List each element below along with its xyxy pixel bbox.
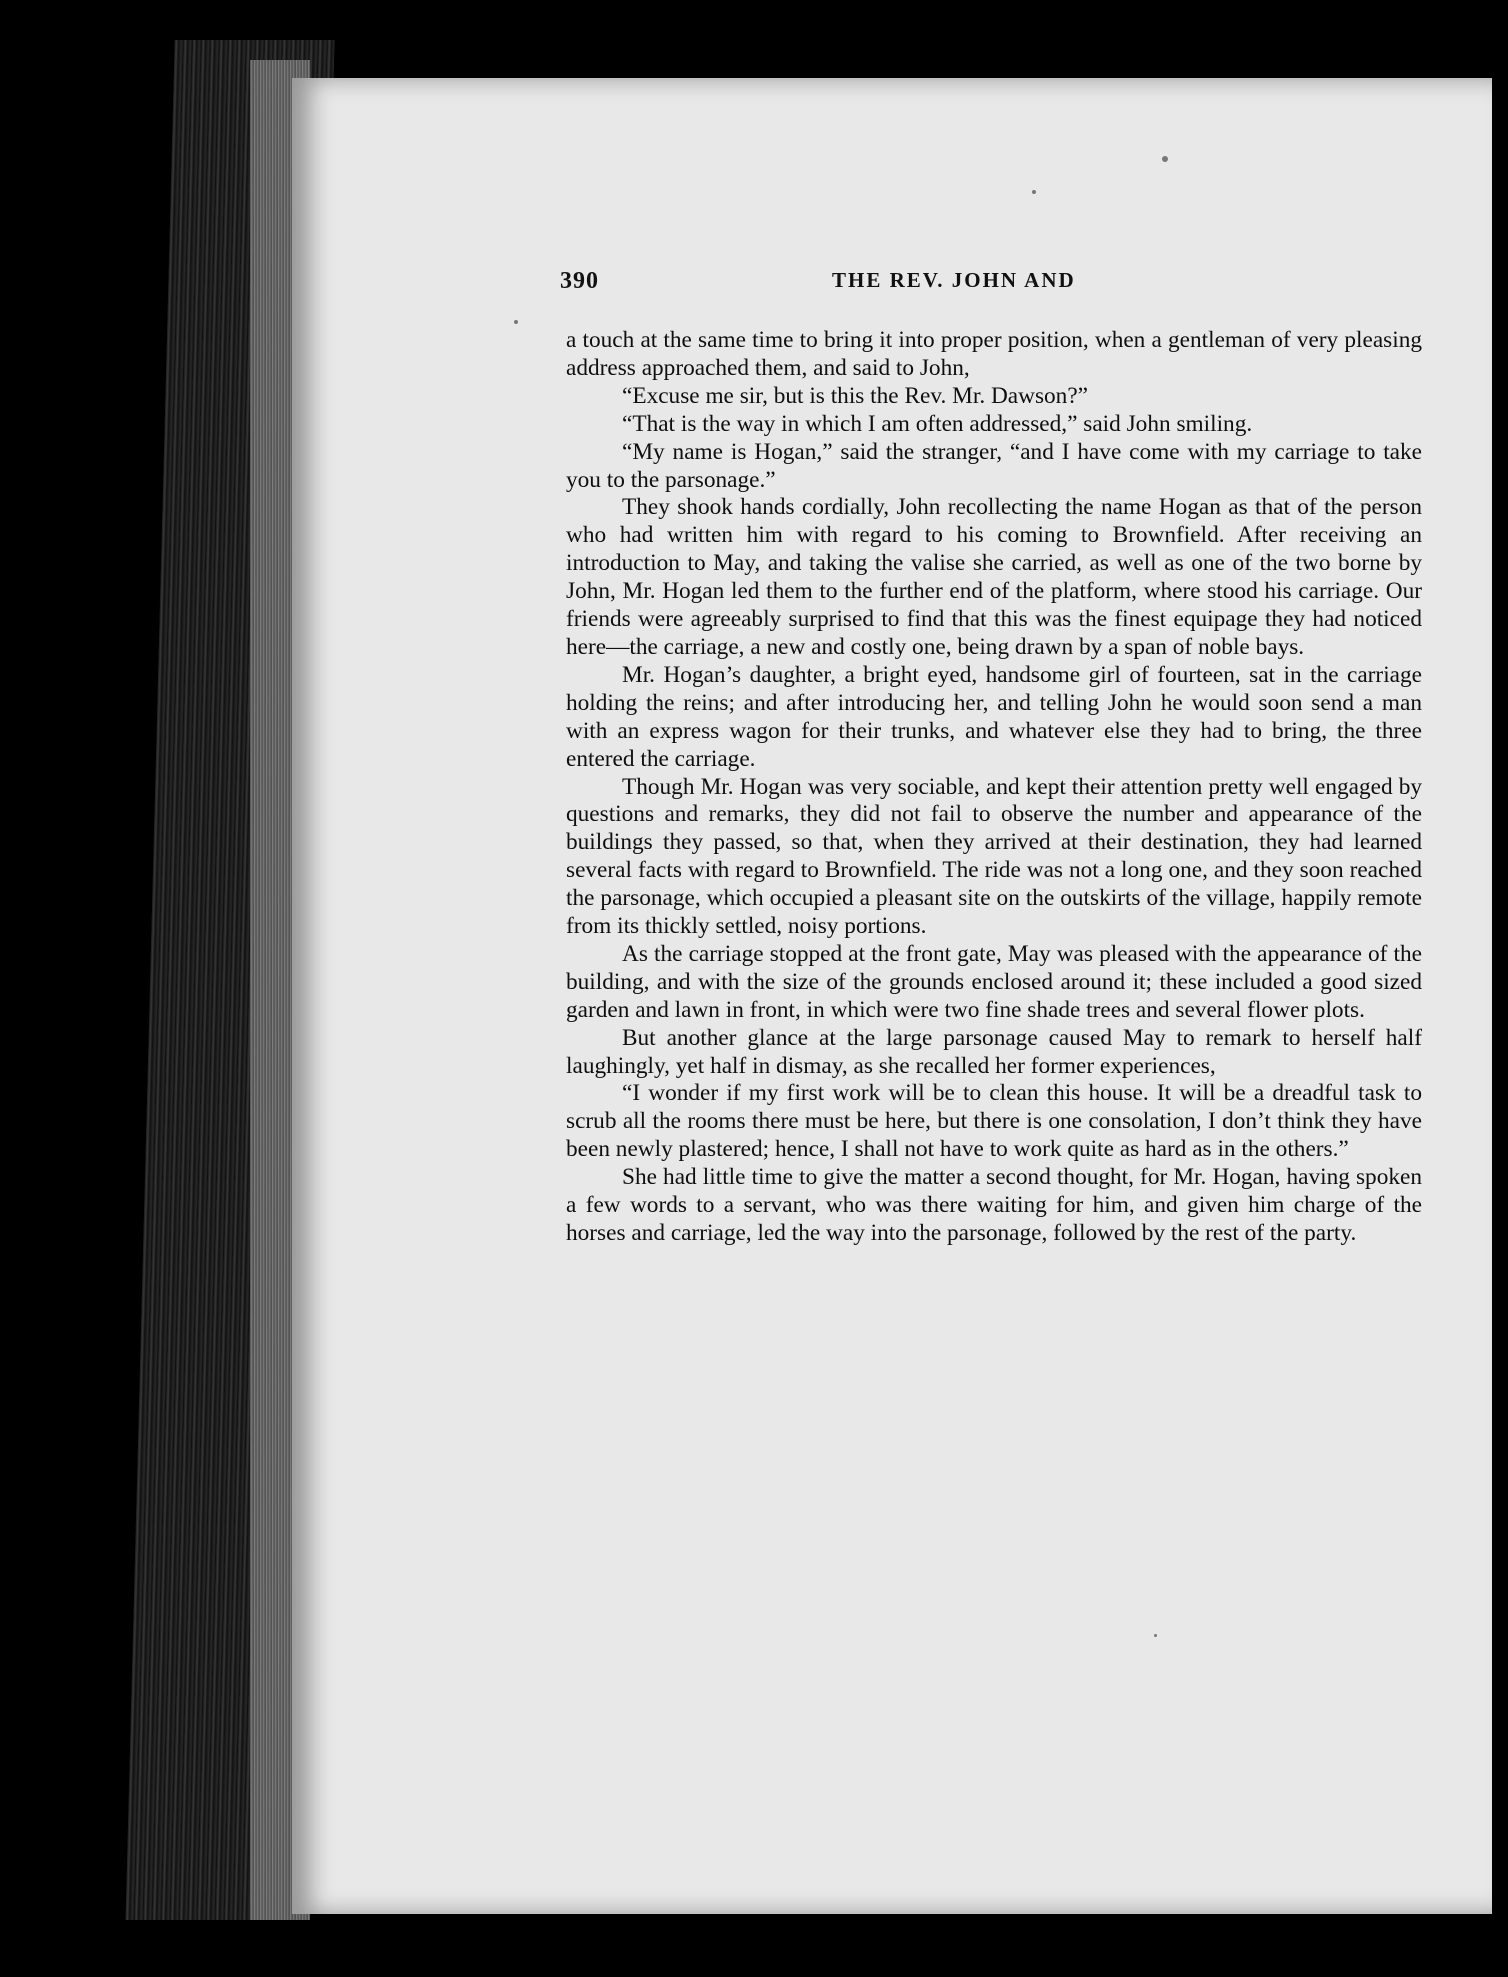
paragraph: a touch at the same time to bring it into proper position, when a gentleman of very pleasing address approached them, and said to John, xyxy=(566,327,1422,381)
paragraph: “That is the way in which I am often addressed,” said John smiling. xyxy=(622,410,1253,437)
dust-speck xyxy=(514,320,518,324)
running-head: THE REV. JOHN AND xyxy=(832,268,1076,292)
dust-speck xyxy=(1154,1634,1157,1637)
paragraph: “I wonder if my first work will be to clean this house. It will be a dreadful task to scrub all the rooms there must be here, but there is one consolation, I don’t think they have been newly plastered; hence, I shall not have to work quite as hard as in the others.” xyxy=(566,1080,1422,1163)
page-header xyxy=(560,268,1440,304)
paragraph: “Excuse me sir, but is this the Rev. Mr. Dawson?” xyxy=(622,382,1088,409)
paragraph: As the carriage stopped at the front gate, May was pleased with the appearance of the building, and with the size of the grounds enclosed around it; these included a good sized garden and lawn in front, in which were two fine shade trees and several flower plots. xyxy=(566,940,1422,1023)
dust-speck xyxy=(1162,156,1168,162)
paragraph: Mr. Hogan’s daughter, a bright eyed, handsome girl of fourteen, sat in the carriage holding the reins; and after introducing her, and telling John he would soon send a man with an express wagon for their trunks, and whatever else they had to bring, the three entered the carriage. xyxy=(566,661,1422,772)
paragraph: They shook hands cordially, John recollecting the name Hogan as that of the person who had written him with regard to his coming to Brownfield. After receiving an introduction to May, and taking the valise she carried, as well as one of the two borne by John, Mr. Hogan led them to the further end of the platform, where stood his carriage. Our friends were agreeably surprised to find that this was the finest equipage they had noticed here—the carriage, a new and costly one, being drawn by a span of noble bays. xyxy=(566,494,1422,660)
dust-speck xyxy=(1032,190,1036,194)
body-text xyxy=(566,327,1422,1248)
paragraph: “My name is Hogan,” said the stranger, “and I have come with my carriage to take you to the parsonage.” xyxy=(566,438,1422,493)
paragraph: But another glance at the large parsonage caused May to remark to herself half laughingly, yet half in dismay, as she recalled her former experiences, xyxy=(566,1024,1422,1079)
paragraph: Though Mr. Hogan was very sociable, and kept their attention pretty well engaged by questions and remarks, they did not fail to observe the number and appearance of the buildings they passed, so that, when they arrived at their destination, they had learned several facts with regard to Brownfield. The ride was not a long one, and they soon reached the parsonage, which occupied a pleasant site on the outskirts of the village, happily remote from its thickly settled, noisy portions. xyxy=(566,773,1422,940)
paragraph: She had little time to give the matter a second thought, for Mr. Hogan, having spoken a few words to a servant, who was there waiting for him, and given him charge of the horses and carriage, led the way into the parsonage, followed by the rest of the party. xyxy=(566,1164,1422,1246)
page-number: 390 xyxy=(560,268,599,294)
